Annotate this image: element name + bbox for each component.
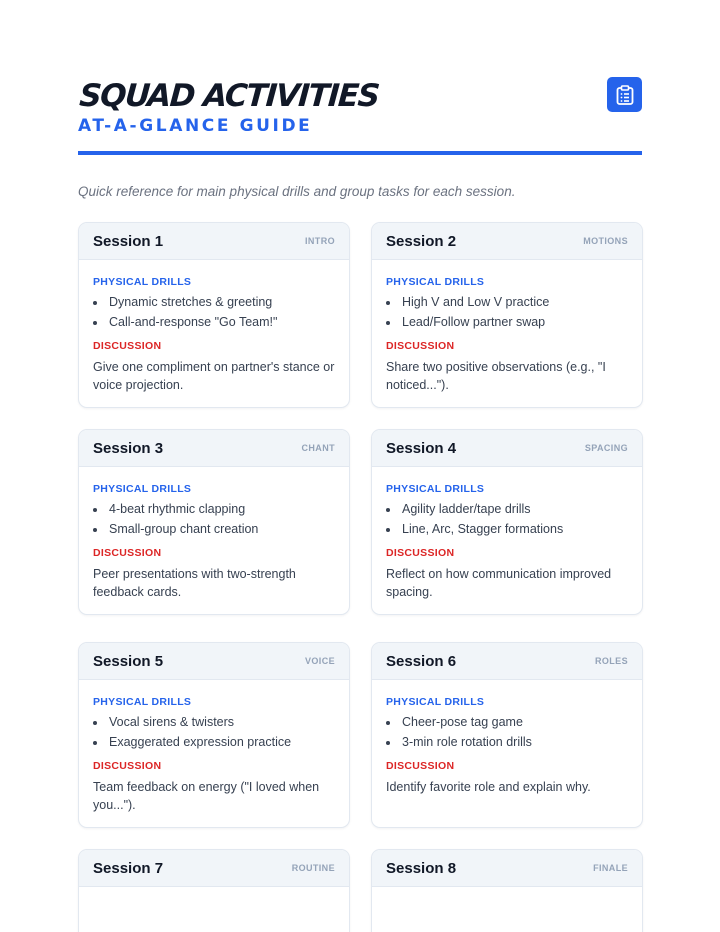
- drills-list: [386, 499, 628, 539]
- session-card: [78, 222, 350, 408]
- session-tag: MOTIONS: [583, 236, 628, 246]
- discussion-label: DISCUSSION: [93, 547, 162, 559]
- session-card-body: [372, 680, 642, 796]
- session-card: [78, 849, 350, 932]
- discussion-label: DISCUSSION: [93, 760, 162, 772]
- header-divider: [78, 151, 642, 155]
- session-tag: VOICE: [304, 656, 335, 666]
- drills-list: [93, 499, 335, 539]
- session-title: Session 3: [93, 439, 164, 457]
- drill-item: Agility ladder/tape drills: [386, 499, 628, 519]
- session-title: Session 2: [386, 232, 457, 250]
- drills-list: [93, 712, 335, 752]
- discussion-label: DISCUSSION: [93, 340, 162, 352]
- drill-item: Line, Arc, Stagger formations: [386, 519, 628, 539]
- session-card: [371, 222, 643, 408]
- session-card-header: [372, 850, 642, 887]
- header: [78, 76, 642, 136]
- discussion-text: Team feedback on energy ("I loved when you...").: [93, 780, 320, 812]
- drill-item: Dynamic stretches & greeting: [93, 292, 335, 312]
- session-card-body: [79, 680, 349, 814]
- session-title: Session 6: [386, 652, 457, 670]
- session-card-header: [372, 643, 642, 680]
- session-card: [78, 642, 350, 828]
- session-card-header: [79, 223, 349, 260]
- session-card-body: [372, 260, 642, 394]
- discussion-text: Share two positive observations (e.g., "I noticed...").: [386, 360, 606, 392]
- session-card-body: [79, 260, 349, 394]
- session-card-body: [79, 467, 349, 601]
- session-tag: ROUTINE: [291, 863, 335, 873]
- drill-item: Vocal sirens & twisters: [93, 712, 335, 732]
- session-card-header: [79, 850, 349, 887]
- drill-item: High V and Low V practice: [386, 292, 628, 312]
- drills-label: PHYSICAL DRILLS: [386, 483, 485, 495]
- discussion-text: Give one compliment on partner's stance or voice projection.: [93, 360, 335, 392]
- drill-item: 3-min role rotation drills: [386, 732, 628, 752]
- discussion-label: DISCUSSION: [386, 547, 455, 559]
- drills-label: PHYSICAL DRILLS: [93, 276, 192, 288]
- session-title: Session 5: [93, 652, 164, 670]
- session-tag: FINALE: [593, 863, 628, 873]
- session-card-header: [372, 223, 642, 260]
- session-card-header: [372, 430, 642, 467]
- drills-list: [386, 712, 628, 752]
- discussion-text: Identify favorite role and explain why.: [386, 780, 591, 794]
- drills-list: [93, 292, 335, 332]
- drills-label: PHYSICAL DRILLS: [93, 483, 192, 495]
- session-card-body: [372, 467, 642, 601]
- session-card: [371, 642, 643, 828]
- session-title: Session 1: [93, 232, 164, 250]
- intro-text: Quick reference for main physical drills and group tasks for each session.: [78, 184, 516, 199]
- session-card: [78, 429, 350, 615]
- clipboard-icon: [616, 85, 634, 105]
- discussion-label: DISCUSSION: [386, 340, 455, 352]
- drill-item: Lead/Follow partner swap: [386, 312, 628, 332]
- session-tag: CHANT: [301, 443, 335, 453]
- drill-item: Cheer-pose tag game: [386, 712, 628, 732]
- drill-item: Exaggerated expression practice: [93, 732, 335, 752]
- drills-label: PHYSICAL DRILLS: [93, 696, 192, 708]
- session-card: [371, 849, 643, 932]
- discussion-text: Reflect on how communication improved spacing.: [386, 567, 612, 599]
- discussion-text: Peer presentations with two-strength feedback cards.: [93, 567, 296, 599]
- session-title: Session 7: [93, 859, 164, 877]
- drill-item: Call-and-response "Go Team!": [93, 312, 335, 332]
- drills-label: PHYSICAL DRILLS: [386, 696, 485, 708]
- drill-item: 4-beat rhythmic clapping: [93, 499, 335, 519]
- page-subtitle: AT-A-GLANCE GUIDE: [78, 116, 313, 136]
- session-title: Session 4: [386, 439, 457, 457]
- session-card: [371, 429, 643, 615]
- session-tag: INTRO: [305, 236, 335, 246]
- session-tag: ROLES: [594, 656, 628, 666]
- session-card-header: [79, 643, 349, 680]
- session-tag: SPACING: [584, 443, 628, 453]
- session-card-header: [79, 430, 349, 467]
- session-title: Session 8: [386, 859, 457, 877]
- drill-item: Small-group chant creation: [93, 519, 335, 539]
- drills-list: [386, 292, 628, 332]
- clipboard-button[interactable]: [607, 77, 642, 112]
- drills-label: PHYSICAL DRILLS: [386, 276, 485, 288]
- page-title: SQUAD ACTIVITIES: [78, 78, 380, 114]
- discussion-label: DISCUSSION: [386, 760, 455, 772]
